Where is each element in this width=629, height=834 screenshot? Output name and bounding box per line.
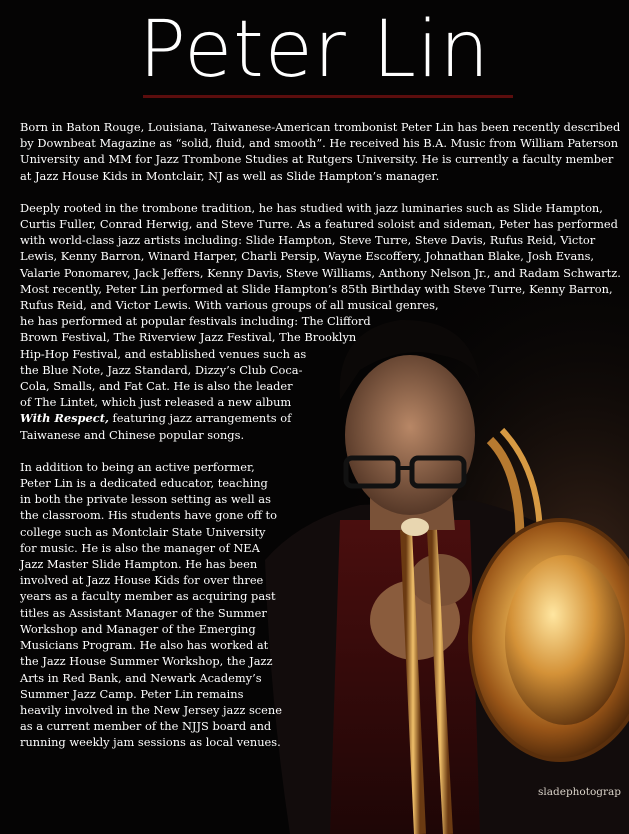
text-line: Arts in Red Bank, and Newark Academy’s — [20, 670, 262, 685]
text-line: of The Lintet, which just released a new album — [20, 395, 292, 410]
text-line: Summer Jazz Camp. Peter Lin remains — [20, 686, 244, 701]
text-line: Born in Baton Rouge, Louisiana, Taiwanese-American trombonist Peter Lin has been recently described — [20, 120, 621, 134]
text-line: Taiwanese and Chinese popular songs. — [20, 427, 245, 442]
text-line: the Blue Note, Jazz Standard, Dizzy’s Club Coca- — [20, 362, 303, 377]
text-line: the classroom. His students have gone off to — [20, 508, 277, 523]
title-underline — [143, 95, 513, 98]
text-line: Cola, Smalls, and Fat Cat. He is also the leader — [20, 379, 293, 394]
text-line: Musicians Program. He also has worked at — [20, 638, 269, 653]
text-line: for music. He is also the manager of NEA — [20, 540, 260, 555]
page-title: Peter Lin — [138, 5, 491, 95]
text-line: Curtis Fuller, Conrad Herwig, and Steve Turre. As a featured soloist and sideman, Peter has performed — [20, 217, 618, 232]
text-line: he has performed at popular festivals including: The Clifford — [20, 314, 371, 329]
text-line: in both the private lesson setting as well as — [20, 492, 271, 507]
text-line: Rufus Reid, and Victor Lewis. With various groups of all musical genres, — [20, 298, 439, 313]
text-line: University and MM for Jazz Trombone Studies at Rutgers University. He is currently a faculty member — [20, 152, 614, 167]
bio-paragraph-2 — [20, 200, 628, 443]
text-line: titles as Assistant Manager of the Summer — [20, 605, 267, 620]
album-description: featuring jazz arrangements of — [108, 411, 292, 426]
text-line: as a current member of the NJJS board and — [20, 719, 272, 734]
album-line — [20, 410, 628, 426]
text-line: Peter Lin is a dedicated educator, teaching — [20, 476, 268, 491]
biography-text — [20, 119, 628, 767]
text-line: Valarie Ponomarev, Jack Jeffers, Kenny Davis, Steve Williams, Anthony Nelson Jr., and Radam Schwartz. — [20, 265, 621, 280]
text-line: involved at Jazz House Kids for over three — [20, 573, 264, 588]
text-line: Brown Festival, The Riverview Jazz Festival, The Brooklyn — [20, 330, 357, 345]
bio-paragraph-1 — [20, 119, 628, 184]
text-line: with world-class jazz artists including: Slide Hampton, Steve Turre, Steve Davis, Rufus Reid, Victor — [20, 233, 596, 248]
text-line: Jazz Master Slide Hampton. He has been — [20, 557, 258, 572]
text-line: by Downbeat Magazine as “solid, fluid, and smooth”. He received his B.A. Music from William Paterson — [20, 136, 619, 151]
album-title: With Respect, — [20, 411, 109, 426]
text-line: college such as Montclair State University — [20, 524, 266, 539]
text-line: Hip-Hop Festival, and established venues such as — [20, 346, 307, 361]
text-line: years as a faculty member as acquiring past — [20, 589, 276, 604]
text-line: heavily involved in the New Jersey jazz scene — [20, 702, 282, 717]
text-line: Lewis, Kenny Barron, Winard Harper, Charli Persip, Wayne Escoffery, Johnathan Blake, Josh Evans, — [20, 249, 595, 264]
text-line: running weekly jam sessions as local venues. — [20, 735, 281, 750]
photo-credit: sladephotograp — [538, 786, 622, 798]
text-line: In addition to being an active performer, — [20, 459, 255, 474]
text-line: the Jazz House Summer Workshop, the Jazz — [20, 654, 273, 669]
text-line: Deeply rooted in the trombone tradition, he has studied with jazz luminaries such as Slide Hampton, — [20, 200, 603, 215]
text-line: at Jazz House Kids in Montclair, NJ as well as Slide Hampton’s manager. — [20, 168, 440, 183]
text-line: Workshop and Manager of the Emerging — [20, 621, 256, 636]
bio-paragraph-3 — [20, 459, 628, 751]
text-line: Most recently, Peter Lin performed at Slide Hampton’s 85th Birthday with Steve Turre, Kenny Barron, — [20, 281, 613, 296]
